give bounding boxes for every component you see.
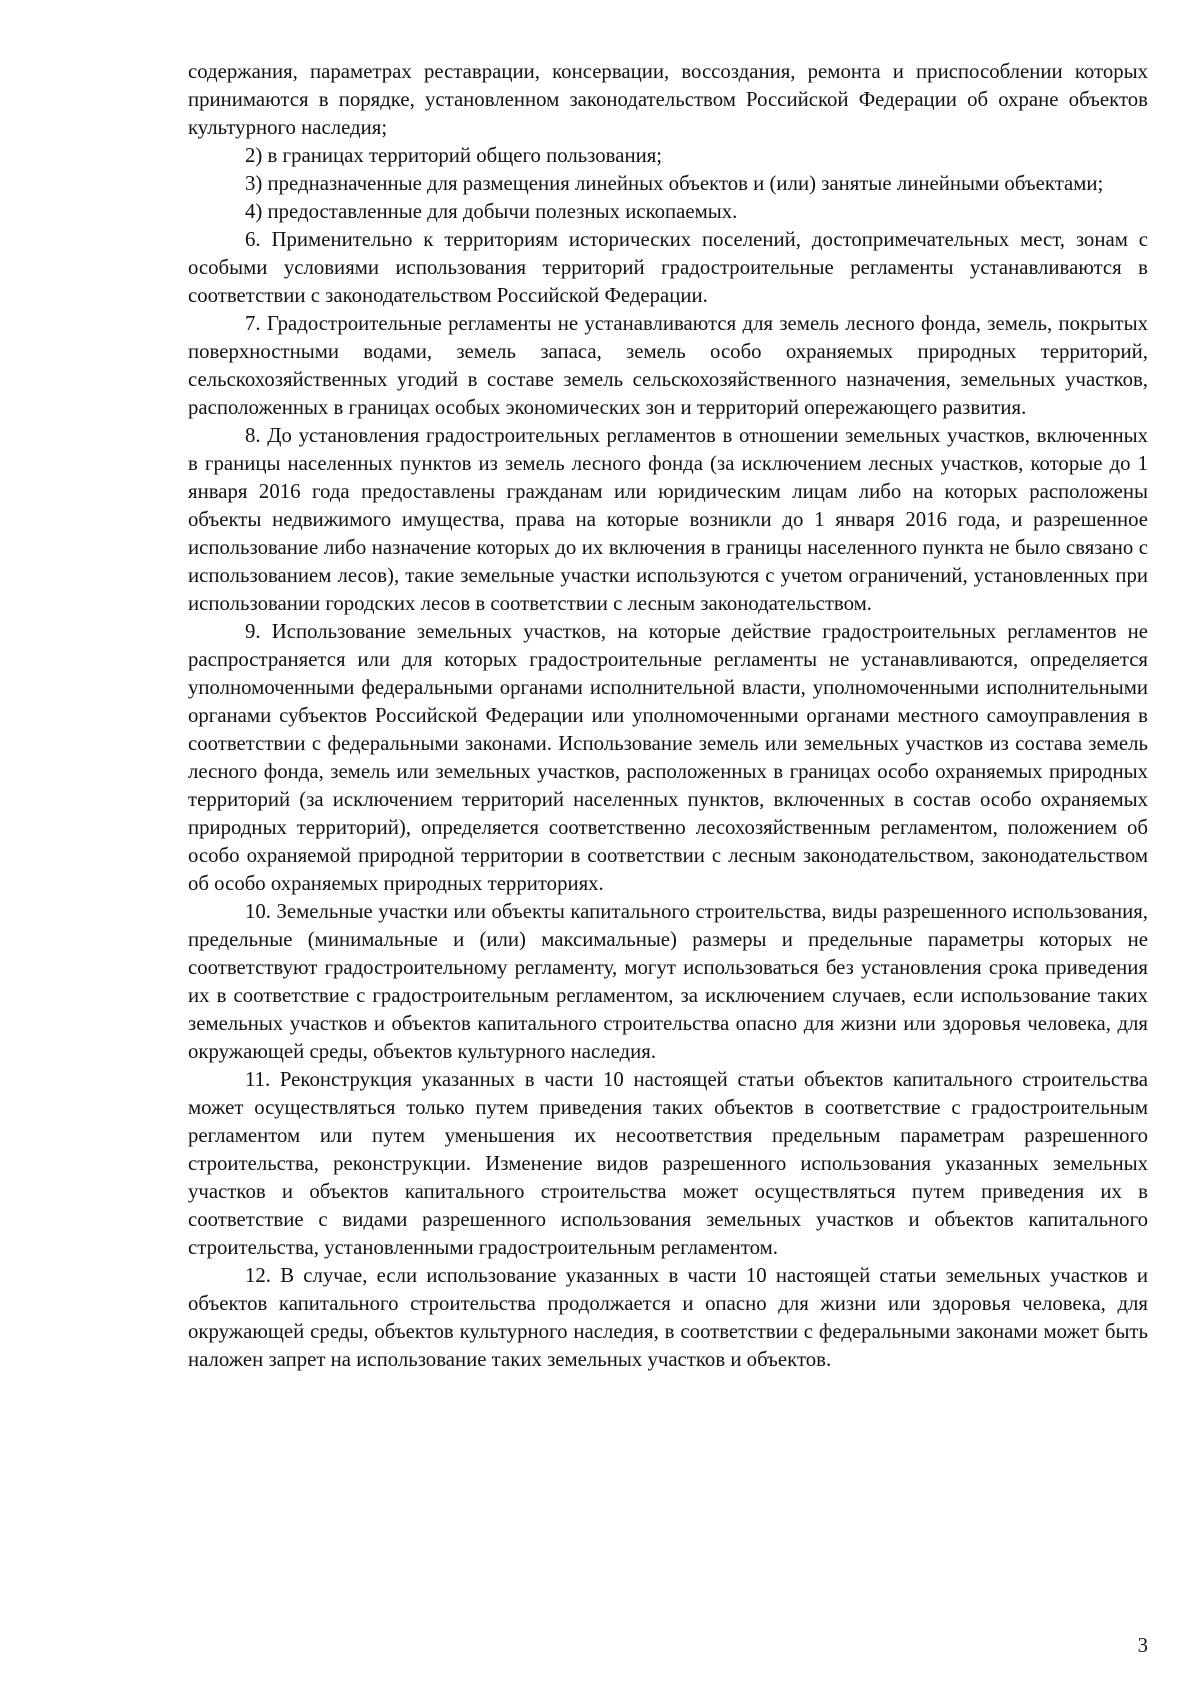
paragraph-part-8: 8. До установления градостроительных регламентов в отношении земельных участков, включенных в границы населенных пунктов из земель лесного фонда (за исключением лесных участков, которые до 1 января 2016 года предоставлены гражданам или юридическим лицам либо на которых расположены объекты недвижимого имущества, права на которые возникли до 1 января 2016 года, и разрешенное использование либо назначение которых до их включения в границы населенного пункта не было связано с использованием лесов), такие земельные участки используются с учетом ограничений, установленных при использовании городских лесов в соответствии с лесным законодательством. [188, 424, 1148, 615]
page-number: 3 [1137, 1634, 1148, 1657]
paragraph-item-4: 4) предоставленные для добычи полезных ископаемых. [245, 200, 738, 223]
paragraph-part-9: 9. Использование земельных участков, на которые действие градостроительных регламентов не распространяется или для которых градостроительные регламенты не устанавливаются, определяется уполномоченными федеральными органами исполнительной власти, уполномоченными исполнительными органами субъектов Российской Федерации или уполномоченными органами местного самоуправления в соответствии с федеральными законами. Использование земель или земельных участков из состава земель лесного фонда, земель или земельных участков, расположенных в границах особо охраняемых природных территорий (за исключением территорий населенных пунктов, включенных в состав особо охраняемых природных территорий), определяется соответственно лесохозяйственным регламентом, положением об особо охраняемой природной территории в соответствии с лесным законодательством, законодательством об особо охраняемых природных территориях. [188, 620, 1148, 895]
paragraph-item-2: 2) в границах территорий общего пользования; [245, 144, 663, 167]
paragraph-part-10: 10. Земельные участки или объекты капитального строительства, виды разрешенного использования, предельные (минимальные и (или) максимальные) размеры и предельные параметры которых не соответствуют градостроительному регламенту, могут использоваться без установления срока приведения их в соответствие с градостроительным регламентом, за исключением случаев, если использование таких земельных участков и объектов капитального строительства опасно для жизни или здоровья человека, для окружающей среды, объектов культурного наследия. [188, 900, 1148, 1063]
paragraph-part-6: 6. Применительно к территориям исторических поселений, достопримечательных мест, зонам с особыми условиями использования территорий градостроительные регламенты устанавливаются в соответствии с законодательством Российской Федерации. [188, 228, 1148, 307]
paragraph-part-11: 11. Реконструкция указанных в части 10 настоящей статьи объектов капитального строительства может осуществляться только путем приведения таких объектов в соответствие с градостроительным регламентом или путем уменьшения их несоответствия предельным параметрам разрешенного строительства, реконструкции. Изменение видов разрешенного использования указанных земельных участков и объектов капитального строительства может осуществляться путем приведения их в соответствие с видами разрешенного использования земельных участков и объектов капитального строительства, установленными градостроительным регламентом. [188, 1068, 1148, 1259]
document-body [188, 58, 1148, 1374]
paragraph-continuation: содержания, параметрах реставрации, консервации, воссоздания, ремонта и приспособлении которых принимаются в порядке, установленном законодательством Российской Федерации об охране объектов культурного наследия; [188, 60, 1148, 139]
paragraph-part-12: 12. В случае, если использование указанных в части 10 настоящей статьи земельных участков и объектов капитального строительства продолжается и опасно для жизни или здоровья человека, для окружающей среды, объектов культурного наследия, в соответствии с федеральными законами может быть наложен запрет на использование таких земельных участков и объектов. [188, 1264, 1148, 1371]
paragraph-part-7: 7. Градостроительные регламенты не устанавливаются для земель лесного фонда, земель, покрытых поверхностными водами, земель запаса, земель особо охраняемых природных территорий, сельскохозяйственных угодий в составе земель сельскохозяйственного назначения, земельных участков, расположенных в границах особых экономических зон и территорий опережающего развития. [188, 312, 1148, 419]
paragraph-item-3: 3) предназначенные для размещения линейных объектов и (или) занятые линейными объектами; [245, 172, 1104, 195]
